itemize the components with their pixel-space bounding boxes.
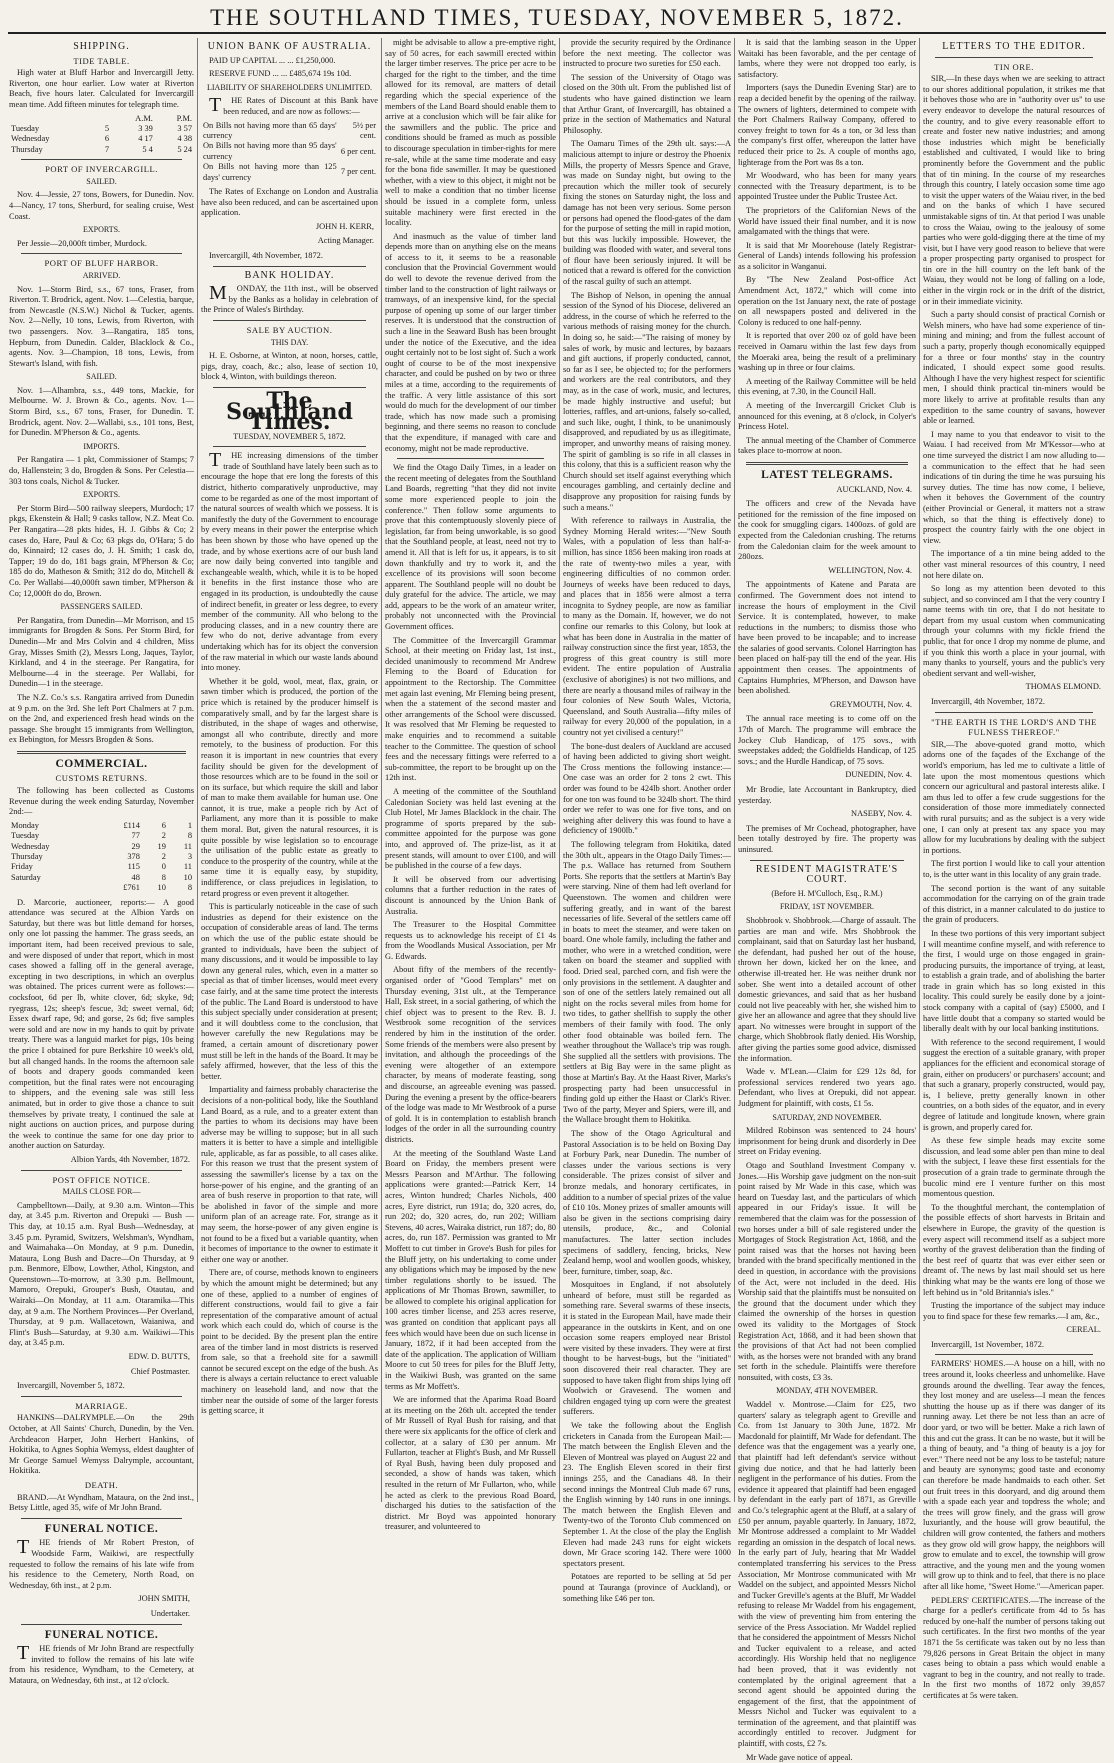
letter-paragraph: The first portion I would like to call your attention to, is the utter want in this locality of any grain trade. — [923, 859, 1105, 879]
rate-value: 6 per cent. — [340, 146, 376, 156]
column-3 — [381, 38, 559, 1532]
bank-paid-capital: PAID UP CAPITAL ... ... £1,250,000. — [209, 55, 336, 65]
telegram-place: DUNEDIN, Nov. 4. — [845, 770, 912, 780]
customs-shillings: 2 — [161, 852, 166, 862]
leader-paragraph: Whether it be gold, wool, meat, flax, grain, or sawn timber which is produced, the portion of the price which is retained by the producer himself is comparatively small, and by far the largest share is distributed, in the shape of wages and otherwise, amongst all who contribute, directly and more remotely, to the business of production. For this reason it is important in new countries that every facility should be given for the development of those resources which are to be found in the soil or on its surface, but which require the skill and labor of man to make them available for human use. One cannot, it is true, make a people rich by Act of Parliament, any more than it is possible to make them moral. But, given the natural resources, it is quite possible by wise legislation so to encourage the utilisation of the public estate as greatly to conduce to the prosperity of the country, while at the same time it is equally easy, by stupidity, indifference, or class prejudices in legislation, to retard progress or even prevent it altogether. — [201, 676, 378, 898]
customs-intro: The following has been collected as Customs Revenue during the week ending Saturday, November 2nd:— — [9, 786, 194, 817]
columns — [6, 38, 1108, 1762]
tide-date: 6 — [104, 134, 110, 144]
customs-day: Wednesday — [11, 841, 50, 851]
letter-paragraph: As these few simple heads may excite some discussion, and lead some abler pen than mine to deal with the subject, I leave these first essentials for the prosecution of a grain trade to germinate through the bucolic mind ere I venture further on this most momentous question. — [923, 1136, 1105, 1199]
bank-place: Invercargill, 4th November, 1872. — [209, 250, 323, 260]
news-paragraph: A meeting of the Railway Committee will be held this evening, at 7.30, in the Council Hall. — [738, 376, 916, 397]
tide-date: 7 — [104, 144, 110, 154]
letter-paragraph: To the thoughtful merchant, the contemplation of the possible effects of short harvests in Britain and elsewhere in Europe, the gravity of the question is every aspect will recommend itself as a subject more worthy of the gravest deliberation than the finding of the best reef of quartz that was ever either seen or dreamt of. The news by last mail should set us here thinking what may be the wants ere long of those we left behind us in "old Britannia's isles." — [923, 1202, 1105, 1297]
rate-value: 7 per cent. — [340, 167, 376, 177]
customs-heading: CUSTOMS RETURNS. — [55, 773, 148, 784]
telegram-place: WELLINGTON, Nov. 4. — [828, 565, 912, 575]
divider — [21, 1518, 182, 1519]
telegram-body: The annual race meeting is to come off on the 17th of March. The programme will embrace the Jockey Club Handicap, of 175 sovs., with sweepstakes added; the Goldfields Handicap, of 125 sovs.; and the Hurdle Handicap, of 75 sovs. — [738, 714, 916, 766]
bank-heading: UNION BANK OF AUSTRALIA. — [207, 41, 372, 52]
rate-value: 5½ per cent. — [352, 120, 376, 140]
tide-date: 5 — [104, 123, 110, 133]
court-case: Shobbrook v. Shobbrook.—Charge of assault. The parties are man and wife. Mrs Shobbrook the complainant, said that on Saturday last her husband, the defendant, had pushed her out of the house, thrown her down, kicked her on the knee, and otherwise ill-treated her. He was neither drunk nor sober. She went into a detailed account of other domestic grievances, and said that as her husband could not live peaceably with her, she wished him to give her an allowance and agree that they should live apart. No witnesses were brought in support of the charge, which Shobbrook flatly denied. His Worship, after giving the parties some good advice, dismissed the information. — [738, 915, 916, 1063]
news-paragraph: It is reported that over 200 oz of gold have been received in Oamaru within the last few days from the Moeraki area, being the result of a preliminary washing up in three or four claims. — [738, 331, 916, 373]
funeral-signature-title: Undertaker. — [150, 1608, 190, 1618]
bluff-exports: Per Storm Bird—500 railway sleepers, Murdoch; 17 pkgs, Ekenstein & Hall; 9 casks tallow, N.Z. Meat Co. Per Rangatira—28 pkts hides, H. J. Gibbs & Co; 2 cases do, Hare, Paul & Co; 63 pkgs do, O'Hara; 5 do do, Kinnaird; 12 cases do, J. H. Smith; 1 cask do, Tapper; 19 do do, 181 bags grain, M'Pherson & Co; 185 do do, Matheson & Smith; 312 do do, Mitchell & Co. Per Wallabi—40,000ft sawn timber, M'Pherson & Co; 12,000ft do do, Brown. — [9, 503, 194, 598]
discount-rates — [201, 121, 378, 183]
news-paragraph: We take the following about the English cricketers in Canada from the European Mail:—The match between the English Eleven and the Eleven of Montreal was played on August 22 and 23. The English Eleven scored in their first innings 255, and the Canadians 48. In their second innings the Montreal Club made 67 runs, the English winning by 140 runs in one innings. The match between the English Eleven and Twenty-two of the Toronto Club commenced on September 1. At the close of the play the English Eleven had made 243 runs for eight wickets down, Mr Grace scoring 142. There were 1000 spectators present. — [563, 1421, 731, 1568]
divider — [750, 860, 904, 861]
news-paragraph: It is said that the lambing season in the Upper Waitaki has been favorable, and the per centage of lambs, where they were not dropped too early, is satisfactory. — [738, 38, 916, 79]
news-paragraph: Potatoes are reported to be selling at 5d per pound at Tauranga (province of Auckland), or something like £46 per ton. — [563, 1572, 731, 1603]
customs-pounds: 48 — [131, 872, 140, 882]
news-paragraph: The Oamaru Times of the 29th ult. says:—A malicious attempt to injure or destroy the Phoenix Mills, the property of Messrs Spence and Grave, was made on Sunday night, but owing to the precaution which the miller took of securely fixing the stones on Saturday night, the loss and damage has not been very serious. Some person or persons had opened the flood-gates of the dam for the purpose of setting the mill in rapid motion, but this was luckily impossible. However, the building was flooded with water, and several tons of flour have been seriously injured. It will be noticed that a reward is offered for the conviction of the rascal guilty of such an attempt. — [563, 139, 731, 287]
tide-am: 4 17 — [138, 134, 153, 144]
auction-signature: Albion Yards, 4th November, 1872. — [70, 1154, 190, 1164]
leader-paragraph: This is particularly noticeable in the case of such industries as depend for their existence on the occupation of considerable areas of land. The terms on which the use of the public estate should be granted to individuals, have been the subject of many discussions, and it would be impossible to lay down any general rules, which, even in a matter so special as that of timber licenses, would meet every case fairly, and at the same time protect the interests of the public. The Land Board is understood to have this subject specially under consideration at present; and it will doubtless come to the conclusion, that however carefully the new Regulations may be framed, a certain amount of discretionary power must still be left in the hands of the Board. It may be safely affirmed, however, that the less of this the better. — [201, 902, 378, 1081]
news-paragraph: The annual meeting of the Chamber of Commerce takes place to-morrow at noon. — [738, 435, 916, 456]
court-date: SATURDAY, 2ND NOVEMBER. — [772, 1112, 882, 1122]
newspaper-title: The Southland Times. — [226, 387, 353, 436]
court-case: Waddel v. Montrose.—Claim for £25, two quarters' salary as telegraph agent to Greville and Co. from 1st January to 30th June, 1872. Mr Macdonald for plaintiff, Mr Wade for defendant. The defence was that the engagement was a yearly one, that plaintiff had left defendant's service without giving due notice, and that he had latterly been negligent in the performance of his duties. From the evidence it appeared that plaintiff had been engaged by defendant in the early part of 1871, as Greville and Co.'s telegraphic agent at the Bluff, at a salary of £50 per annum, payable quarterly. In January, 1872, Mr Montrose addressed a complaint to Mr Waddel regarding an omission in the despatch of local news. In the early part of July, hearing that Mr Waddel contemplated transferring his services to the Press Association, Mr Montrose communicated with Mr Waddel on the subject, and appointed Messrs Nichol and Tucker Greville's agents at the Bluff, Mr Waddel refusing to release Mr Waddel from his engagement, with the view of preventing him from entering the service of the Press Association. Mr Waddel replied that he considered the appointment of Messrs Nichol and Tucker equivalent to a release, and acted accordingly. His Worship held that no negligence had been proved, that it was evidently not contemplated by the original agreement that a second agent should be appointed during the engagement of the first, that the appointment of Messrs Nichol and Tucker was equivalent to a termination of the agreement, and that plaintiff was accordingly entitled to recover. Judgment for plaintiff, with costs, £2 7s. — [738, 1400, 916, 1749]
funeral-notice-body: THE friends of Mr John Brand are respectfully invited to follow the remains of his late wife from his residence, Wyndham, to the Cemetery, at Mataura, on Wednesday, 6th inst., at 12 o'clock. — [9, 1642, 194, 1685]
customs-shillings: 6 — [161, 820, 166, 830]
leader-paragraph: might be advisable to allow a pre-emptive right, say of 50 acres, for each sawmill erected within the larger timber reserves. The price per acre to be charged for the right to the timber, and the time allowed for its removal, are matters of detail regarding which the special experience of the members of the Land Board should enable them to arrive at a conclusion which will be fair alike for the sawmillers and the public. The price and conditions should be framed as much as possible to discourage speculation in timber-rights for mere re-sale, while at the same time moderate and easy for the bona fide sawmiller. It may be questioned whether, with a view to this object, it might not be well to make a condition that no timber license should be issued in a complete form, unless suitable machinery were first erected in the locality. — [385, 38, 556, 228]
bank-intro: THE Rates of Discount at this Bank have been reduced, and are now as follows:— — [209, 94, 378, 117]
bluff-arrived: Nov. 1—Storm Bird, s.s., 67 tons, Fraser, from Riverton. T. Brodrick, agent. Nov. 1—Celestia, barque, from Newcastle (N.S.W.) Nichol & Tucker, agents. Nov. 2—Nelly, 10 tons, Lewis, from Riverton, with two passengers. Nov. 3—Rangatira, 185 tons, Hepburn, from Dunedin. Calder, Blacklock & Co., agents. Nov. 3—Champion, 18 tons, Lewis, from Stewart's Island, with fish. — [9, 284, 194, 368]
telegram-body: Mr Brodie, late Accountant in Bankruptcy, died yesterday. — [738, 785, 916, 805]
tide-col-pm: P.M. — [176, 113, 192, 123]
divider — [21, 1396, 182, 1397]
news-paragraph: FARMERS' HOMES.—A house on a hill, with no trees around it, looks cheerless and unhomelike. Have grounds around the dwelling. Tear away the fences, they lost money and are useless—I mean the fences shutting the house up as if there was danger of its running away. Let there be not less than an acre of door yard, or two will be better. Make a rich lawn of this and cut the grass. It can be no waste, but it will be a thing of beauty, and "a thing of beauty is a joy for ever." There need not be any loss to be tasteful; nature and beauty are synonyms; good taste and economy can therefore be made handmaids to each other. Set out fruit trees in this dooryard, and dig around them with a spade each year and topdress the whole; and the trees will grow finely, and the grass will grow luxuriantly, and the house will grow beautiful, the children will grow contented, the fathers and mothers as they grow old will grow happy, the neighbors will grow to emulate and to excel, the township will grow attractive, and the young men and the young women will grow up to think and to feel, that there is no place after all like home, "Sweet Home."—American paper. — [923, 1359, 1105, 1591]
customs-shillings: 19 — [157, 841, 166, 851]
letter-title: TIN ORE. — [994, 61, 1034, 72]
news-paragraph: It is said that Mr Moorehouse (lately Registrar-General of Lands) intends following his profession as a solicitor in Wanganui. — [738, 240, 916, 271]
table-row — [9, 852, 194, 862]
funeral-signature: JOHN SMITH, — [138, 1594, 190, 1604]
letter-paragraph: SIR,—The above-quoted grand motto, which adorns one of the façades of the Exchange of the world's emporium, has led me to cultivate a little of late upon the most momentous questions which concern our agricultural and pastoral interests alike. I am thus led to offer a few crude suggestions for the consideration of those more immediately connected with rural pursuits; and as the subject is a very wide one, I can only at present tax any space you may allow for my lucubrations by dealing with the subject in portions. — [923, 739, 1105, 855]
customs-pence: 8 — [187, 831, 192, 841]
telegram-body: The appointments of Katene and Parata are confirmed. The Government does not intend to increase the hours of employment in the Civil Service. It is contemplated, however, to make reductions in the numbers; to dismiss those who have been proved to be incapable; and to increase the salaries of good servants. Colonel Harrington has been placed on half-pay till the end of the year. His appointment then ceases. The appointments of Captains Humphries, M'Pherson, and Dawson have been abolished. — [738, 580, 916, 696]
customs-pounds: 378 — [127, 852, 140, 862]
divider — [21, 1624, 182, 1625]
customs-total-shillings: 10 — [157, 883, 166, 893]
customs-day: Friday — [11, 862, 33, 872]
tide-header-row — [9, 114, 194, 124]
commercial-heading: COMMERCIAL. — [55, 757, 148, 770]
divider — [935, 1354, 1093, 1355]
letter-place: Invercargill, 4th November, 1872. — [931, 697, 1045, 707]
customs-total-pounds: £761 — [123, 883, 140, 893]
sailed-label: SAILED. — [86, 176, 117, 186]
news-paragraph: We are informed that the Aparima Road Board at its meeting on the 26th ult. accepted the tender of Mr Russell of Ryal Bush for raising, and that there were six applicants for the office of clerk and collector, at a salary of £30 per annum. Mr Fullarton, teacher at Flight's Bush, and Mr Russell of Ryal Bush, having been duly proposed and seconded, a show of hands was taken, which resulted in the return of Mr Fullarton, who, while he acted as clerk to the previous Road Board, discharged his duties to the satisfaction of the district. Mr Boyd was appointed honorary treasurer, and volunteered to — [385, 1395, 556, 1532]
invercargill-sailed: Nov. 4—Jessie, 27 tons, Bowers, for Dunedin. Nov. 4—Nancy, 17 tons, Sherburd, for sealing cruise, West Coast. — [9, 190, 194, 221]
sale-body: H. E. Osborne, at Winton, at noon, horses, cattle, pigs, dray, coach, &c.; also, lease of section 10, block 4, Winton, with buildings thereon. — [201, 351, 378, 382]
customs-pence: 10 — [183, 872, 192, 882]
tide-row — [9, 124, 194, 134]
tide-col-day — [9, 114, 95, 124]
column-4 — [559, 38, 734, 1603]
sale-heading: SALE BY AUCTION. — [246, 324, 333, 335]
news-paragraph: The show of the Otago Agricultural and Pastoral Association is to be held on Boxing Day at Forbury Park, near Dunedin. The number of classes under the various sections is very considerable. The prizes consist of silver and bronze medals, and honorary certificates, in addition to a number of special prizes of the value of £10 10s. Money prizes of smaller amounts will also be given in the sections comprising dairy utensils, produce, &c., and Colonial manufactures. The latter section includes specimens of saddlery, fencing, bricks, New Zealand hemp, wool and woollen goods, whiskey, beer, furniture, timber, soap, &c. — [563, 1128, 731, 1276]
letters-heading: LETTERS TO THE EDITOR. — [942, 41, 1086, 52]
column-5 — [734, 38, 919, 1762]
port-invercargill-heading: PORT OF INVERCARGILL. — [45, 164, 158, 175]
tide-row — [9, 134, 194, 144]
court-case: Mildred Robinson was sentenced to 24 hours' imprisonment for being drunk and disorderly in Dee street on Friday evening. — [738, 1126, 916, 1157]
letter-paragraph: In these two portions of this very important subject I will meantime confine myself, and with reference to the first, I would urge on those engaged in grain-producing pursuits, the importance of trying, at least, to establish a grain trade, and of abolishing the barter trade in grain which has so long existed in this locality. This could surely be easily done by a joint-stock company with a capital of (say) £5000, and I have little doubt that a company so started would be liberally dealt with by our local banking institutions. — [923, 928, 1105, 1034]
customs-shillings: 8 — [161, 872, 166, 882]
customs-pence: 11 — [183, 841, 192, 851]
funeral-notice-body: THE friends of Mr Robert Preston, of Woodside Farm, Waikiwi, are respectfully requested to follow the remains of his late wife from his residence to the Cemetery, North Road, on Wednesday, 6th inst., at 2 p.m. — [9, 1536, 194, 1590]
table-row — [201, 141, 378, 162]
customs-pence: 1 — [187, 820, 192, 830]
customs-pounds: 29 — [131, 841, 140, 851]
news-paragraph: A meeting of the Invercargill Cricket Club is announced for this evening, at 8 o'clock, in Colyer's Princess Hotel. — [738, 401, 916, 432]
death-body: BRAND.—At Wyndham, Mataura, on the 2nd inst., Betsy Little, aged 35, wife of Mr John Brand. — [9, 1492, 194, 1513]
bank-exchange: The Rates of Exchange on London and Australia have also been reduced, and can be ascertained upon application. — [201, 187, 378, 218]
customs-shillings: 0 — [161, 862, 166, 872]
court-heading: RESIDENT MAGISTRATE'S COURT. — [755, 863, 899, 886]
news-paragraph: With reference to railways in Australia, the Sydney Morning Herald writes:—"New South Wales, with a population of less than half-a-million, has since 1856 been making iron roads at the rate of twenty-two miles a year, with engineering difficulties of no common order. Journeys of weeks have been reduced to days, and places that in 1856 were almost a terra incognita to Sydney people, are now as familiar to many as the Domain. If, however, we do not confine our remarks to this Colony, but look at what has been done in Australia in the matter of railway construction since the first year, 1853, the progress of this great country is still more evident. The entire population of Australia (exclusive of aborigines) is not two millions, and there are nearly a thousand miles of railway in the four colonies of New South Wales, Victoria, Queensland, and South Australia—fifty miles of railway for every 20,000 of the population, in a country not yet civilised a century!" — [563, 516, 731, 737]
tide-am: 5 4 — [142, 144, 153, 154]
customs-day: Monday — [11, 820, 39, 830]
shipping-note: The N.Z. Co.'s s.s. Rangatira arrived from Dunedin at 9 p.m. on the 3rd. She left Port Chalmers at 7 p.m. on the 2nd, and experienced fresh head winds on the passage. She brought 15 immigrants from Wellington, ex Bebington, for Messrs Brogden & Sons. — [9, 692, 194, 745]
bluff-imports: Per Rangatira — 1 pkt, Commissioner of Stamps; 7 do, Hallenstein; 3 do, Brogden & Sons. Per Celestia—303 tons coals, Nichol & Tucker. — [9, 455, 194, 486]
funeral-notice-heading: FUNERAL NOTICE. — [44, 1522, 159, 1535]
leader-paragraph: THE increasing dimensions of the timber trade of Southland have lately been such as to encourage the hope that ere long the forests of this district, hitherto comparatively unproductive, may come to be regarded as one of the most important of the natural sources of wealth which we possess. It is manifestly the duty of the Government to encourage by every means in their power the enterprise which has been shown by those who have opened up the trade, and by whose exertions acre of our bush land are now daily being converted into tangible and exchangeable wealth, which, while it is to be hoped it benefits in the first instance those who are engaged in its production, is undoubtedly the cause of indirect benefit, in greater or less degree, to every member of the community. All who belong to the producing classes, and in a new country there are few who do not, derive advantage from every undertaking which has for its object the conversion of the raw material in which our waste lands abound into money. — [201, 449, 378, 673]
news-paragraph: By "The New Zealand Post-office Act Amendment Act, 1872," which will come into operation on the 1st January next, the rate of postage on all newspapers posted and delivered in the Colony is reduced to one half-penny. — [738, 275, 916, 327]
tide-pm: 5 24 — [177, 144, 192, 154]
column-1 — [6, 38, 197, 1685]
divider — [935, 57, 1093, 58]
court-case: Otago and Southland Investment Company v. Jones.—His Worship gave judgment on the non-suit point raised by Mr Wade in this case, which was heard on Tuesday last, and the particulars of which appeared in our Friday's issue. It will be remembered that the claim was for the possession of two horses under a bill of sale registered under the Mortgages of Stock Registration Act, 1868, and the point raised was that the horses not having been branded with the brand specifically mentioned in the deed in question, in accordance with the provisions of the Act, were not included in the deed. His Worship said that the plaintiffs must be nonsuited on the ground that the document under which they claimed the ownership of the horses in question owed its validity to the Mortgages of Stock Registration Act, 1868, and it had been shown that the provisions of that Act had not been complied with, as the horses were not branded with any brand set forth in the schedule. Plaintiffs were therefore nonsuited, with costs, £3 3s. — [738, 1161, 916, 1382]
rate-label: On Bills not having more than 65 days' currency — [203, 120, 337, 140]
tide-note: High water at Bluff Harbor and Invercargill Jetty. Riverton, one hour earlier. Low water at Riverton Beach, five hours later. Calculated for Invercargill mean time. Add fifteen minutes for telegraph time. — [9, 68, 194, 109]
exports-label: EXPORTS. — [82, 225, 121, 235]
divider — [21, 159, 182, 160]
table-row — [201, 121, 378, 142]
letter-paragraph: So long as my attention been devoted to this subject, and so convinced am I that the very country I name teems with tin ore, that I do not hesitate to depart from my usual custom when communicating through your columns with my fickle friend the public, that for once I drop my nomme de plume, and if you think this worth a place in your journal, with many thanks to yourself, yours and the public's very obedient servant and well-wisher, — [923, 584, 1105, 678]
auction-report: D. Marcorie, auctioneer, reports:— A good attendance was secured at the Albion Yards on Saturday, but there was but little demand for horses, only one lot passing the hammer. The grass seeds, an important item, had been received previous to sale, and were disposed of under that report, which in most cases showed a falling off in the general average, excepting in two descriptions, in which an overplus was obtained. The prices current were as follows:— cocksfoot, 6d per lb, white clover, 6d; skyke, 9d; ryegrass, 12s; sheep's fescue, 3d; sweet vernal, 6d; Essex dwarf rape, 9d; and gorse, 2s 6d; five samples were sold and are now in my hands to quit by private treaty. There was a languid market for pigs, 10s being the price I obtained for pure Berkshire 10 week's old, but all changed hands. In the rooms the afternoon sale of boots and drapery goods commanded keen competition, but the final rates were not encouraging to shippers, and the evening sale was still less animated, but in order to give those a chance to suit themselves by private treaty, I continued the sale at night auctions on auction prices, and purpose during the week to continue the same for one day prior to another auction on Saturday. — [9, 897, 194, 1151]
divider — [397, 458, 544, 459]
letter-paragraph: Trusting the importance of the subject may induce you to find space for these few remarks.—I am, &c., — [923, 1301, 1105, 1321]
leader-paragraph: Impartiality and fairness probably characterise the decisions of a non-political body, like the Southland Land Board, as a rule, and to a greater extent than the parties to whom its decisions may have been adverse may be willing to suppose; but in all such matters it is better to have a simple and intelligible rule, applicable, as far as possible, to all cases alike. For this reason we trust that the present system of assessing the sawmiller's license by a tax on the horse-power of his engine, and the granting of an area of bush reserve in proportion to that rate, will be abolished in favor of the simple and more uniform plan of an acreage rate. For, strange as it may seem, the horse-power of any given engine is not found to be a fixed but a variable quantity, when it becomes of importance to the owner to estimate it either one way or another. — [201, 1085, 378, 1264]
dateline: TUESDAY, NOVEMBER 5, 1872. — [233, 431, 346, 441]
divider — [746, 462, 908, 465]
tide-day: Wednesday — [11, 134, 50, 144]
table-row — [9, 842, 194, 852]
news-paragraph: The bone-dust dealers of Auckland are accused of having been addicted to giving short weight. The Cross mentions the following instance:—One case was an order for 2 tons 2 cwt. This order was found to be 424lb short. Another order for one ton was found to be 324lb short. The third order we refer to was one for five tons, and on weighing after delivery this was found to have a deficiency of 1900lb." — [563, 741, 731, 836]
telegram-place: AUCKLAND, Nov. 4. — [836, 484, 912, 494]
customs-pounds: £114 — [123, 820, 140, 830]
death-heading: DEATH. — [84, 1479, 119, 1490]
tide-pm: 3 57 — [177, 123, 192, 133]
post-signature-title: Chief Postmaster. — [130, 1366, 190, 1376]
port-bluff-heading: PORT OF BLUFF HARBOR. — [44, 258, 159, 269]
bank-reserve-fund: RESERVE FUND ... ... £485,674 19s 10d. — [209, 69, 352, 79]
customs-table — [9, 821, 194, 894]
news-paragraph: A meeting of the committee of the Southland Caledonian Society was held last evening at the Club Hotel, Mr James Blacklock in the chair. The programme of sports prepared by the sub-committee appointed for the purpose was gone into, and approved of. The prize-list, as it at present stands, will amount to over £100, and will be published in the course of a few days. — [385, 786, 556, 871]
letter-paragraph: I may name to you that endeavor to visit to the Waiau. I had received from Mr M'Kessor—who at one time surveyed the district I am now alluding to—a communication to the effect that he had seen indications of tin during the time he was pursuing his survey duties. The time has now come, I believe, when it behoves the Government of the country (either Provincial or General, it matters not a straw which, so that the thing is effectively done) to prospect the country fairly with the one object in view. — [923, 429, 1105, 545]
telegram-body: The premises of Mr Cochead, photographer, have been totally destroyed by fire. The property was uninsured. — [738, 823, 916, 854]
bluff-passengers: Per Rangatira, from Dunedin—Mr Morrison, and 15 immigrants for Brogden & Sons. Per Storm Bird, for Dunedin—Mr and Mrs Colvin and 4 children, Miss Gray, Misses Smith (2), Messrs Long, Jaques, Taylor, Kirkland, and 4 in the steerage. Per Rangatira, for Melbourne—4 in the steerage. Per Wallabi, for Dunedin—1 in the steerage. — [9, 615, 194, 689]
customs-day: Thursday — [11, 852, 43, 862]
news-paragraph: provide the security required by the Ordinance before the next meeting. The collector was instructed to procure two sureties for £50 each. — [563, 38, 731, 69]
letter-paragraph: With reference to the second requirement, I would suggest the erection of a suitable granary, with proper appliances for the efficient and economical storage of grain, either on producers' or purchasers' account; and that such a granary, properly constructed, would pay, is, I believe, pretty generally known in other countries, on a both sides of the equator, and in every degree of latitude and longitude known, where grain is grown, and properly cared for. — [923, 1037, 1105, 1132]
customs-total-pence: 8 — [187, 883, 192, 893]
letter-paragraph: The importance of a tin mine being added to the other vast mineral resources of this country, I need not here dilate on. — [923, 549, 1105, 580]
telegram-place: NASEBY, Nov. 4. — [851, 809, 912, 819]
column-6 — [919, 38, 1108, 1700]
court-case: Wade v. M'Lean.—Claim for £29 12s 8d, for professional services rendered two years ago. Defendant, who lives at Orepuki, did not appear. Judgment for plaintiff, with costs, £1 5s. — [738, 1067, 916, 1109]
table-row — [9, 862, 194, 872]
news-paragraph: The Committee of the Invercargill Grammar School, at their meeting on Friday last, 1st inst., decided unanimously to recommend Mr Andrew Fleming to the Board of Education for appointment to the Rectorship. The Committee met again last evening, Mr Fleming being present, when the a statement of the second master and other arrangements of the School were discussed. It was resolved that Mr Fleming be requested to make enquiries and to recommend a suitable teacher to the Committee. The question of school fees and the necessary fittings were referred to a sub-committee, the report to be brought up on the 12th inst. — [385, 635, 556, 783]
divider — [935, 712, 1093, 713]
telegram-body: The officers and crew of the Nevada have petitioned for the remission of the fine imposed on the cook for smuggling cigars. 1400ozs. of gold are expected from the Caledonian crushing. The returns from the Caledonian claim for the week amount to 280ozs. — [738, 499, 916, 562]
letter-paragraph: SIR,—In these days when we are seeking to attract to our shores additional population, it strikes me that it behoves those who are in "authority over us" to use every endeavor to develope the natural resources of the country, and to give every reasonable effort to create and foster new native industries; and among those industries which might be beneficially established and cultivated, I would like to bring prominently before the Government and the public that of tin mining. In the course of my researches through this country, I lately occasion some time ago to visit the upper waters of the Waiau river, in the bed and on the banks of which I have secured unmistakable signs of tin. At that period I was unable to cross the Waiau, owing to the jealousy of some parties who were gold-digging there at the time of my visit, but I have very good reason to believe that were a proper prospecting party organised to prospect for tin ore in the hill country on the left bank of the Waiau, they would not be long of falling on a lode, either in the virgin rock or in the drift of the district, or in their immediate vicinity. — [923, 74, 1105, 306]
tide-table-heading: TIDE TABLE. — [73, 55, 130, 66]
customs-shillings: 2 — [161, 831, 166, 841]
tide-row — [9, 145, 194, 155]
court-case: Mr Wade gave notice of appeal. — [746, 1752, 853, 1762]
table-row — [201, 162, 378, 183]
exports-label: EXPORTS. — [82, 490, 121, 500]
table-row — [9, 873, 194, 883]
news-paragraph: Mosquitoes in England, if not absolutely unheard of before, must still be regarded as something rare. Several swarms of these insects, it is stated in the European Mail, have made their appearance in the outskirts in Kent, and on one occasion some reapers employed near Bristol were visited by these invaders. They were at first thought to be harvest-bugs, but the "initiated" soon discovered their real character. They are supposed to have taken flight from ships lying off Woolwich or Gravesend. The women and children engaged tying up corn were the greatest sufferers. — [563, 1280, 731, 1417]
court-date: FRIDAY, 1ST NOVEMBER. — [779, 902, 875, 912]
news-paragraph: The proprietors of the Californian News of the World have issued their final number, and it is now amalgamated with the things that were. — [738, 205, 916, 237]
divider — [213, 320, 366, 321]
shipping-heading: SHIPPING. — [73, 41, 130, 52]
bank-signature-title: Acting Manager. — [317, 236, 374, 246]
letter-signature: THOMAS ELMOND. — [1025, 682, 1101, 692]
arrived-label: ARRIVED. — [82, 270, 121, 280]
customs-day: Saturday — [11, 872, 41, 882]
news-paragraph: The session of the University of Otago was closed on the 30th ult. From the published list of students who have gained distinction we learn that Arthur Grant, of Invercargill, has obtained a prize in the section of Mathematics and Natural Philosophy. — [563, 72, 731, 135]
divider — [213, 266, 366, 267]
divider — [213, 446, 366, 447]
invercargill-exports: Per Jessie—20,000ft timber, Murdock. — [17, 238, 147, 248]
marriage-heading: MARRIAGE. — [75, 1400, 128, 1411]
news-paragraph: Mr Woodward, who has been for many years connected with the Treasury department, is to be appointed Trustee under the Public Trustee Act. — [738, 171, 916, 202]
tide-col-am: A.M. — [135, 113, 153, 123]
tide-day: Thursday — [11, 144, 43, 154]
telegram-place: GREYMOUTH, Nov. 4. — [829, 699, 912, 709]
news-paragraph: About fifty of the members of the recently-organised order of "Good Templars" met on Thursday evening, 31st ult., at the Temperance Hall, Esk street, in a social gathering, of which the chief object was to present to the Rev. B. J. Westbrook some recognition of the services rendered by him in the institution of the order. Some friends of the members were also present by invitation, and although the proceedings of the evening were altogether of an extempore character, by means of moderate feasting, song and discourse, an agreeable evening was passed. During the evening a present by the office-bearers of the lodge was made to Mr Westbrook of a purse of gold. It is in contemplation to establish branch lodges of the order in all the surrounding country districts. — [385, 965, 556, 1144]
rate-label: On Bills not having more than 95 days' currency — [203, 141, 337, 161]
customs-pence: 3 — [187, 852, 192, 862]
news-paragraph: The following telegram from Hokitika, dated the 30th ult., appears in the Otago Daily Times:—The p.s. Wallace has returned from Southern Ports. She reports that the settlers at Martin's Bay were starving. Nine of them had left overland for Queenstown. The women and children were suffering greatly, and in want of the barest necessaries of life. Several of the settlers came off in boats to meet the steamer, and were taken on board. One whole family, including the father and mother, who were in a wretched condition, were taken on board the steamer and supplied with food. Dried seal, parched corn, and fish were the only provisions in the settlement. A daughter and son of one of the settlers lately remained out all night on the rocks several miles from home for two tides, to gather shellfish to supply the other members of their family with food. The only other food obtainable was boiled fern. The weather throughout the Wallace's trip was rough. She supplied all the settlers with provisions. The settlers at Big Bay were in the same plight as those at Martin's Bay. At the Haast River, Marks's prospecting party had been unsuccessful in finding gold up either the Haast or Clark's River. Two of the party, Meyer and Spiers, were ill, and the Wallace brought them to Hokitika. — [563, 839, 731, 1125]
customs-pounds: 77 — [131, 831, 140, 841]
customs-total-row — [9, 883, 194, 893]
post-office-body: Campbelltown—Daily, at 9.30 a.m. Winton—This day, at 3.45 p.m. Riverton and Orepuki — Bush — This day, at 10.15 a.m. Ryal Bush—Wednesday, at 3.45 p.m. Pyramid, Switzers, Welshman's, Wyndham, and Waimahaka—On Monday, at 9 p.m. Dunedin, Mataura, Long Bush and Dacre—On Thursday, at 9 p.m. Benmore, Elbow, Lowther, Athol, Kingston, and Queenstown—To-morrow, at 3.30 p.m. Bellmount, Mamoro, Orepuki, Grouper's Bush, Otautau, and Wairaki—On Monday, at 11 a.m. Otaramika—This day, at 9 a.m. The Northern Provinces—Per Overland, Thursday, at 9 p.m. Wallacetown, Waianiwa, and Flint's Bush—Saturday, at 9.30 a.m. Waikiwi—This day, at 3.45 p.m. — [9, 1200, 194, 1348]
news-paragraph: Importers (says the Dunedin Evening Star) are to reap a decided benefit by the opening of the railway. The owners of lighters, determined to compete with the Port Chalmers Railway Company, offered to convey freight to town for 4s a ton, or 3d less than the company's first offer, whereupon the latter have reduced their price to 2s. A couple of months ago, lighterage from the Port was 8s a ton. — [738, 83, 916, 167]
news-paragraph: PEDLERS' CERTIFICATES.—The increase of the charge for a pedler's certificate from 4d to 5s has reduced by one-half the number of persons taking out such certificates. In the first two months of the year 1871 the 5s certificate was taken out by no less than 79,826 persons in Great Britain the object in many cases being to obtain a pass which would enable a vagrant to beg in the country, and not really to trade. In the first two months of 1872 only 39,857 certificates at 5s were taken. — [923, 1595, 1105, 1700]
tide-am: 3 39 — [138, 123, 153, 133]
rate-label: On Bills not having more than 125 days' currency — [203, 162, 337, 182]
column-2 — [197, 38, 381, 1502]
customs-pence: 11 — [183, 862, 192, 872]
news-paragraph: At the meeting of the Southland Waste Land Board on Friday, the members present were Messrs Pearson and M'Arthur. The following applications were granted:—Patrick Kerr, 14 acres, Winton hundred; Charles Nichols, 400 acres, Eyre district, run 191a; do, 320 acres, do, run 202; do, 320 acres, do, run 202; William Stevens, 40 acres, Wairaka district, run 187; do, 80 acres, do, run 187. Permission was granted to Mr Moffett to cut timber in Grove's Bush for piles for the Bluff jetty, on his undertaking to come under any obligations which may be imposed by the new timber regulations shortly to be issued. The applications of Mr Thomas Brown, sawmiller, to be allowed to complete his original application for 100 acres timber license, and 253 acres reserve, was granted on condition that applicant pays all fees which would have been due on such license in January, 1872, if it had been accepted from the date of the application. The application of William Moore to cut 50 trees for piles for the Bluff Jetty, in the Waikiwi Bush, was granted on the same terms as Mr Moffett's. — [385, 1148, 556, 1391]
table-row — [9, 821, 194, 831]
court-date: MONDAY, 4TH NOVEMBER. — [776, 1386, 878, 1396]
news-paragraph: It will be observed from our advertising columns that a further reduction in the rates of discount is announced by the Union Bank of Australia. — [385, 874, 556, 916]
sale-day: THIS DAY. — [270, 337, 309, 347]
divider — [17, 751, 186, 754]
bank-signature: JOHN H. KERR, — [315, 221, 374, 231]
letter-paragraph: The second portion is the want of any suitable accommodation for the carrying on of the grain trade of this district, in a manner calculated to do justice to the grain of producers. — [923, 883, 1105, 925]
sailed-label: SAILED. — [86, 372, 117, 382]
table-row — [9, 831, 194, 841]
mails-close-label: MAILS CLOSE FOR— — [62, 1187, 141, 1197]
letter-title: "THE EARTH IS THE LORD'S AND THE FULNESS THEREOF." — [931, 716, 1097, 738]
letter-signature: CEREAL. — [1066, 1325, 1101, 1335]
post-signature: EDW. D. BUTTS, — [128, 1352, 190, 1362]
customs-day: Tuesday — [11, 831, 40, 841]
leader-paragraph: There are, of course, methods known to engineers by which the amount might be determined; but any one of these, applied to a number of engines of different constructions, would fail to give a fair representation of the comparative amount of actual work which each could do, which of course is the point to be decided. By the present plan the entire area of the timber land in most districts is reserved from sale, so that a freehold site for a sawmill cannot be secured except on the edge of the bush. As there is always a certain reluctance to erect valuable machinery on leasehold land, and now that the timber near the outside of some of the larger forests is getting scarce, it — [201, 1268, 378, 1416]
customs-pounds: 115 — [127, 862, 140, 872]
bluff-sailed: Nov. 1—Alhambra, s.s., 449 tons, Mackie, for Melbourne. W. J. Brown & Co., agents. Nov. 1—Storm Bird, s.s., 67 tons, Fraser, for Dunedin. T. Brodrick, agent. Nov. 2—Wallabi, s.s., 101 tons, Best, for Dunedin. M'Pherson & Co., agents. — [9, 385, 194, 438]
letter-place: Invercargill, 1st November, 1872. — [931, 1339, 1045, 1349]
letter-paragraph: Such a party should consist of practical Cornish or Welsh miners, who have had some experience of tin-mining and mining; and from the fullest account of such a party, properly though economically equipped for a three or four months' stay in the country indicated, I should expect some good results. Although I have the very highest respect for scientific men, I should think practical tin-miners would be more likely to arrive at profitable results than any expedition to the same country of savans, however able or learned. — [923, 310, 1105, 426]
court-before: (Before H. M'Culloch, Esq., R.M.) — [771, 888, 883, 898]
news-paragraph: We find the Otago Daily Times, in a leader on the recent meeting of delegates from the Southland Land Boards, regretting "that they did not invite some more experienced people to join the conference." Then follow some arguments to prove that this contemptuously slovenly piece of legislation, far from being unworkable, is so good that the Southland people, at least, need not try to amend it. All that is left for us, it appears, is to sit down thankfully and try to work it, and the excellence of its provisions will soon become apparent. The Southland people will no doubt be duly grateful for the advice. The article, we may add, appears to be the work of an amateur writer, probably not unconnected with the Provincial Government offices. — [385, 463, 556, 632]
post-office-heading: POST OFFICE NOTICE. — [52, 1174, 151, 1185]
leader-paragraph: And inasmuch as the value of timber land depends more than on anything else on the means of access to it, it seems to be a reasonable conclusion that the Provincial Government would do well to devote the revenue derived from the timber land to the construction of light railways or tramways, of an inexpensive kind, for the special purpose of opening up some of our larger timber reserves. It is understood that the construction of such a line in the Seaward Bush has been brought under the notice of the Executive, and the idea ought certainly not to be lost sight of. Such a work ought of course to be of the most inexpensive character, and could be pushed on by two or three miles at a time, according to the requirements of the traffic. A very little assistance of this sort would do much for the development of our timber trade, which has now made such a promising beginning, and there seems no reason to conclude that the expenditure, if managed with care and economy, might not be made reproductive. — [385, 231, 556, 453]
news-paragraph: The Treasurer to the Hospital Committee requests us to acknowledge his receipt of £1 4s from the Woodlands Musical Association, per Mr G. Edwards. — [385, 920, 556, 961]
post-place: Invercargill, November 5, 1872. — [17, 1381, 125, 1391]
bank-holiday-body: MONDAY, the 11th inst., will be observed by the Banks as a holiday in celebration of the Prince of Wales's Birthday. — [201, 282, 378, 315]
tide-pm: 4 38 — [177, 134, 192, 144]
tide-table — [9, 114, 194, 156]
bank-holiday-heading: BANK HOLIDAY. — [244, 269, 335, 281]
divider — [21, 1170, 182, 1171]
funeral-notice-heading: FUNERAL NOTICE. — [44, 1628, 159, 1641]
passengers-label: PASSENGERS SAILED. — [60, 602, 143, 612]
tide-day: Tuesday — [11, 123, 40, 133]
telegrams-heading: LATEST TELEGRAMS. — [761, 468, 893, 481]
news-paragraph: The Bishop of Nelson, in opening the annual session of the Synod of his Diocese, delivered an address, in the course of which he referred to the various methods of raising money for the church. In doing so, he said:—"The raising of money by sales of work, by music and lectures, by bazaars and gift auctions, if properly conducted, cannot, so far as I see, be objected to; for the performers and workers are the real contributors, and they may, as in the case of work, music, and lectures, be made highly instructive and useful; but lotteries, raffles, and art-unions, falsely so-called, and such like, ought, I think, to be unanimously disapproved, and repudiated by us as illegitimate, improper, and unworthy means of raising money. The spirit of gambling is so rife in all classes in this colony, that this is a sufficient reason why the Church should set itself against everything which encourages gambling, and certainly decline and disapprove any proposition for raising funds by such a means." — [563, 290, 731, 512]
marriage-body: HANKINS—DALRYMPLE.—On the 29th October, at All Saints' Church, Dunedin, by the Ven. Archdeacon Harper, John Herbert Hankins, of Hokitika, to Agnes Sophia Wemyss, eldest daughter of Mr George Samuel Wemyss Dalrymple, accountant, Hokitika. — [9, 1413, 194, 1476]
divider — [21, 253, 182, 254]
bank-liability: LIABILITY OF SHAREHOLDERS UNLIMITED. — [206, 82, 373, 92]
imports-label: IMPORTS. — [83, 441, 120, 451]
masthead: THE SOUTHLAND TIMES, TUESDAY, NOVEMBER 5, 1872. — [8, 4, 1106, 34]
